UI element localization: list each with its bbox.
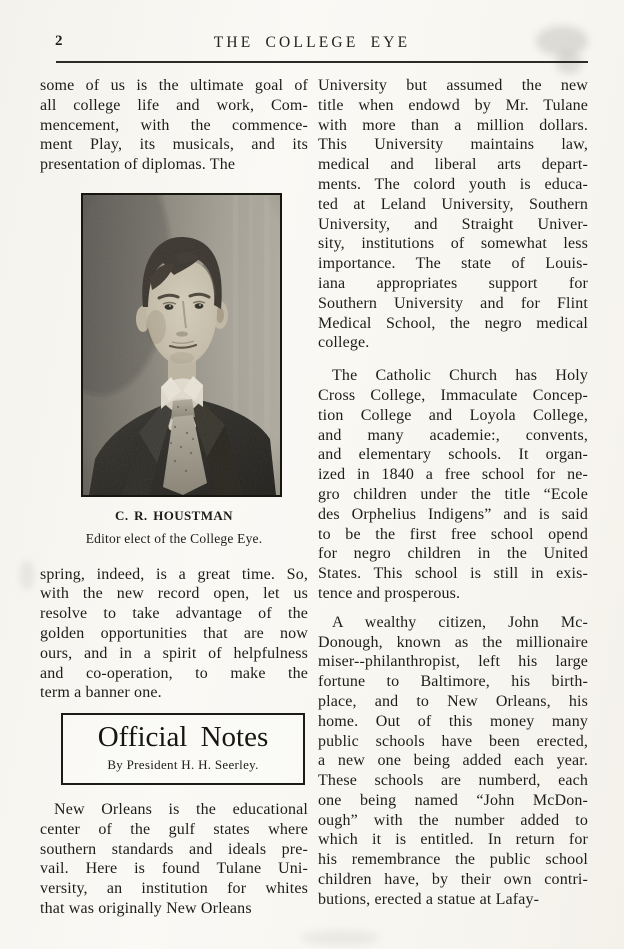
scan-artifact bbox=[20, 560, 34, 590]
text-line: which it is entitled. In return for bbox=[318, 831, 588, 849]
text-line: Southern University and for Flint bbox=[318, 294, 588, 312]
text-line: tence and prosperous. bbox=[318, 584, 461, 602]
text-line: place, and to New Orleans, his bbox=[318, 692, 588, 710]
text-line: Medical School, the negro medical bbox=[318, 314, 588, 332]
paragraph bbox=[40, 800, 308, 919]
text-line: one being named “John McDon- bbox=[318, 791, 588, 809]
column-left bbox=[40, 76, 308, 919]
paragraph bbox=[40, 565, 308, 704]
paragraph bbox=[318, 366, 588, 604]
photo-caption-name: C. R. HOUSTMAN bbox=[115, 507, 233, 523]
text-line: Donough, known as the millionaire bbox=[318, 633, 588, 651]
text-line: ized in 1840 a free school for ne- bbox=[318, 466, 588, 484]
text-line: to be the first free school opend bbox=[318, 525, 588, 543]
text-line: vail. Here is found Tulane Uni- bbox=[40, 860, 308, 878]
text-line: with more than a million dollars. bbox=[318, 116, 588, 134]
text-line: college. bbox=[318, 334, 370, 352]
text-line: spring, indeed, is a great time. So, bbox=[40, 565, 308, 583]
text-line: and co-operation, to make the bbox=[40, 664, 308, 682]
text-line: with the new record open, let us bbox=[40, 585, 308, 603]
paragraph bbox=[318, 613, 588, 910]
text-line: New Orleans is the educational bbox=[54, 800, 308, 818]
text-line: his remembrance the public school bbox=[318, 851, 588, 869]
header-rule bbox=[56, 61, 588, 63]
text-line: fortune to Baltimore, his birth- bbox=[318, 673, 588, 691]
text-line: importance. The state of Louis- bbox=[318, 255, 588, 273]
text-line: ours, and in a spirit of helpfulness bbox=[40, 644, 308, 662]
text-line: des Orphelius Indigens” and is said bbox=[318, 505, 588, 523]
text-line: center of the gulf states where bbox=[40, 820, 308, 838]
text-line: home. Out of this money many bbox=[318, 712, 588, 730]
text-line: University, and Straight Univer- bbox=[318, 215, 588, 233]
text-line: ted at Leland University, Southern bbox=[318, 195, 588, 213]
text-line: These schools are numberd, each bbox=[318, 772, 588, 790]
text-line: ments. The colord youth is educa- bbox=[318, 175, 588, 193]
text-line: This University maintains law, bbox=[318, 136, 588, 154]
text-line: versity, an institution for whites bbox=[40, 880, 308, 898]
scan-artifact bbox=[300, 930, 380, 946]
text-line: sity, institutions of somewhat less bbox=[318, 235, 588, 253]
photo-caption-title: Editor elect of the College Eye. bbox=[85, 530, 263, 546]
text-line: The Catholic Church has Holy bbox=[332, 367, 588, 385]
text-line: A wealthy citizen, John Mc- bbox=[332, 613, 588, 631]
text-line: mencement, with the commence- bbox=[40, 116, 308, 134]
text-line: and elementary schools. It organ- bbox=[318, 446, 588, 464]
publication-title: THE COLLEGE EYE bbox=[213, 34, 411, 51]
portrait-photo bbox=[81, 193, 282, 497]
text-line: title when endowd by Mr. Tulane bbox=[318, 96, 588, 114]
text-line: term a banner one. bbox=[40, 684, 162, 702]
text-line: some of us is the ultimate goal of bbox=[40, 77, 308, 94]
text-line: resolve to take advantage of the bbox=[40, 605, 308, 623]
text-line: iana appropriates support for bbox=[318, 274, 588, 292]
official-notes-byline: By President H. H. Seerley. bbox=[107, 757, 259, 773]
text-line: gro children under the title “Ecole bbox=[318, 485, 588, 503]
page-number: 2 bbox=[55, 33, 63, 49]
text-line: for negro children in the United bbox=[318, 545, 588, 563]
text-line: butions, erected a statue at Lafay- bbox=[318, 890, 540, 908]
text-line: that was originally New Orleans bbox=[40, 899, 252, 917]
text-line: miser--philanthropist, left his large bbox=[318, 653, 588, 671]
text-line: southern standards and ideals pre- bbox=[40, 840, 308, 858]
text-line: ment Play, its musicals, and its bbox=[40, 136, 308, 154]
text-line: and many academie:, convents, bbox=[318, 426, 588, 444]
text-line: golden opportunities that are now bbox=[40, 624, 308, 642]
text-line: public schools have been erected, bbox=[318, 732, 588, 750]
official-notes-title: Official Notes bbox=[97, 721, 269, 754]
text-line: children have, by their own contri- bbox=[318, 871, 588, 889]
text-line: presentation of diplomas. The bbox=[40, 156, 236, 174]
text-line: Cross College, Immaculate Concep- bbox=[318, 386, 588, 404]
scan-artifact bbox=[556, 52, 582, 74]
text-line: University but assumed the new bbox=[318, 77, 588, 94]
paragraph bbox=[318, 76, 588, 353]
text-line: ough” with the number added to bbox=[318, 811, 588, 829]
official-notes-box bbox=[61, 713, 305, 785]
text-line: all college life and work, Com- bbox=[40, 96, 308, 114]
text-line: States. This school is still in exis- bbox=[318, 565, 588, 583]
text-line: a new one being added each year. bbox=[318, 752, 588, 770]
column-right bbox=[318, 76, 588, 910]
text-line: tion College and Loyola College, bbox=[318, 406, 588, 424]
paragraph bbox=[40, 76, 308, 175]
text-line: medical and liberal arts depart- bbox=[318, 156, 588, 174]
